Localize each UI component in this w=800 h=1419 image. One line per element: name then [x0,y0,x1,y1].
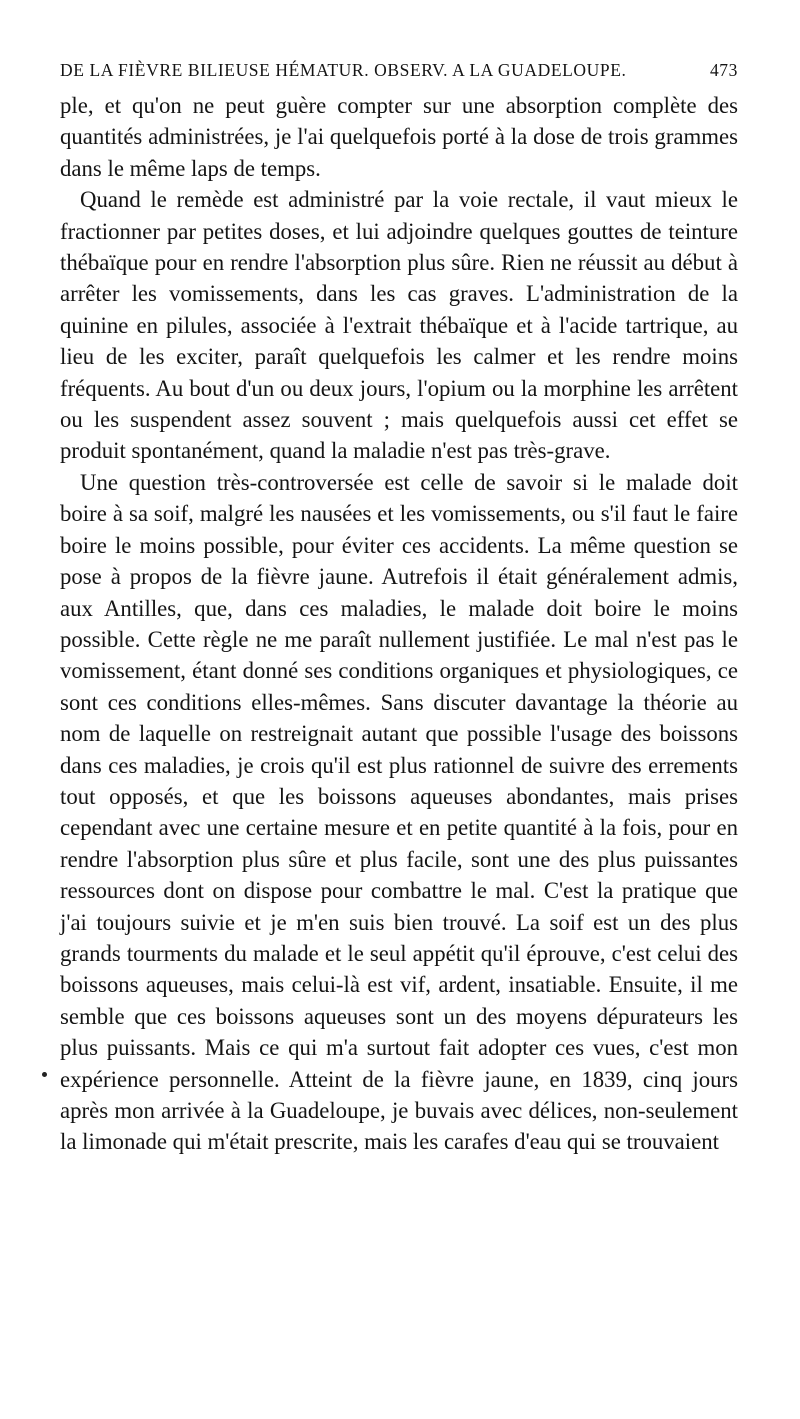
margin-dot-mark [42,1072,47,1077]
page-number: 473 [709,60,738,80]
running-header-title: DE LA FIÈVRE BILIEUSE HÉMATUR. OBSERV. A LA GUADELOUPE. [60,60,627,80]
paragraph-1: ple, et qu'on ne peut guère compter sur une absorption complète des quantités administrées, je l'ai quelquefois porté à la dose de trois grammes dans le même laps de temps. [60,93,738,181]
book-page [60,56,738,1158]
paragraph-2: Quand le remède est administré par la voie rectale, il vaut mieux le fractionner par petites doses, et lui adjoindre quelques gouttes de teinture thébaïque pour en rendre l'absorption plus sûre. Rien ne réussit au début à arrêter les vomissements, dans les cas graves. L'administration de la quinine en pilules, associée à l'extrait thébaïque et à l'acide tartrique, au lieu de les exciter, paraît quelquefois les calmer et les rendre moins fréquents. Au bout d'un ou deux jours, l'opium ou la morphine les arrêtent ou les suspendent assez souvent ; mais quelquefois aussi cet effet se produit spontanément, quand la maladie n'est pas très-grave. [60,187,738,464]
paragraph-3: Une question très-controversée est celle de savoir si le malade doit boire à sa soif, malgré les nausées et les vomissements, ou s'il faut le faire boire le moins possible, pour éviter ces accidents. La même question se pose à propos de la fièvre jaune. Autrefois il était généralement admis, aux Antilles, que, dans ces maladies, le malade doit boire le moins possible. Cette règle ne me paraît nullement justifiée. Le mal n'est pas le vomissement, étant donné ses conditions organiques et physiologiques, ce sont ces conditions elles-mêmes. Sans discuter davantage la théorie au nom de laquelle on restreignait autant que possible l'usage des boissons dans ces maladies, je crois qu'il est plus rationnel de suivre des errements tout opposés, et que les boissons aqueuses abondantes, mais prises cependant avec une certaine mesure et en petite quantité à la fois, pour en rendre l'absorption plus sûre et plus facile, sont une des plus puissantes ressources dont on dispose pour combattre le mal. C'est la pratique que j'ai toujours suivie et je m'en suis bien trouvé. La soif est un des plus grands tourments du malade et le seul appétit qu'il éprouve, c'est celui des boissons aqueuses, mais celui-là est vif, ardent, insatiable. Ensuite, il me semble que ces boissons aqueuses sont un des moyens dépurateurs les plus puissants. Mais ce qui m'a surtout fait adopter ces vues, c'est mon expérience personnelle. Atteint de la fièvre jaune, en 1839, cinq jours après mon arrivée à la Guadeloupe, je buvais avec délices, non-seulement la limonade qui m'était prescrite, mais les carafes d'eau qui se trouvaient [60,469,738,1155]
running-header [60,56,738,86]
body-text [60,90,738,1158]
